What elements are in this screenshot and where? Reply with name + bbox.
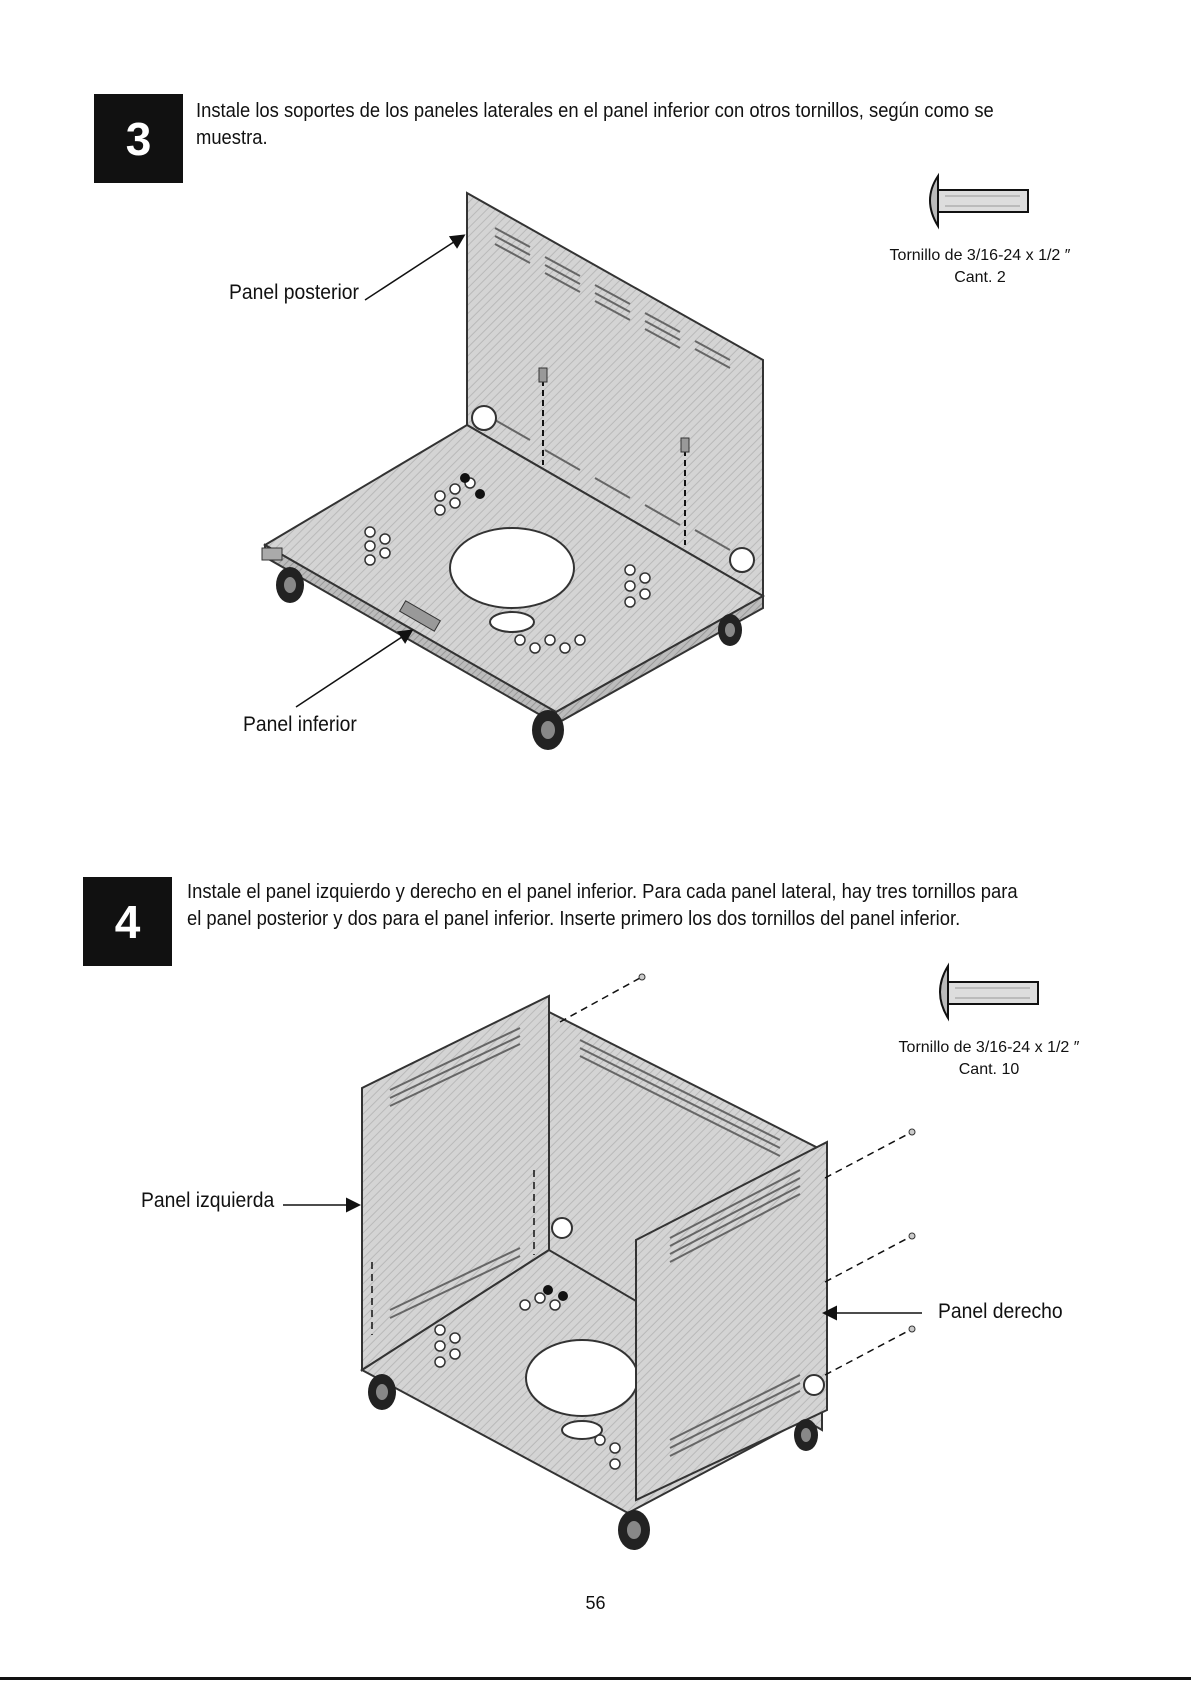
step-4-instruction-line-2: el panel posterior y dos para el panel inferior. Inserte primero los dos tornillos del panel inferior. xyxy=(187,908,961,930)
step-3-instruction-line-2: muestra. xyxy=(196,127,268,149)
label-bottom-panel: Panel inferior xyxy=(243,713,357,736)
step-4-instruction xyxy=(187,879,1107,933)
step-4-number-box xyxy=(83,877,172,966)
step-3-number: 3 xyxy=(125,112,152,165)
step-3-instruction-line-1: Instale los soportes de los paneles laterales en el panel inferior con otros tornillos, según como se xyxy=(196,100,994,122)
leader-back-panel-3 xyxy=(365,236,463,300)
screw-qty-3: Cant. 2 xyxy=(954,269,1006,286)
screw-spec-4: Tornillo de 3/16-24 x 1/2 ″ xyxy=(898,1039,1080,1056)
screw-caption-4 xyxy=(869,1037,1109,1081)
screw-spec-3: Tornillo de 3/16-24 x 1/2 ″ xyxy=(889,247,1071,264)
step-4-number: 4 xyxy=(114,895,141,948)
screw-caption-3 xyxy=(860,245,1100,289)
screw-icon xyxy=(930,176,1028,226)
label-right-panel: Panel derecho xyxy=(938,1300,1063,1323)
page-number: 56 xyxy=(585,1593,606,1613)
cabinet-4 xyxy=(362,974,915,1550)
leader-bottom-panel-3 xyxy=(296,631,411,707)
screw-icon-4 xyxy=(940,966,1038,1018)
step-4-instruction-line-1: Instale el panel izquierdo y derecho en el panel inferior. Para cada panel lateral, hay tres tornillos para xyxy=(187,881,1018,903)
label-left-panel: Panel izquierda xyxy=(141,1189,275,1212)
label-back-panel: Panel posterior xyxy=(229,281,359,304)
bottom-rule xyxy=(0,1677,1191,1680)
screw-qty-4: Cant. 10 xyxy=(958,1061,1020,1078)
